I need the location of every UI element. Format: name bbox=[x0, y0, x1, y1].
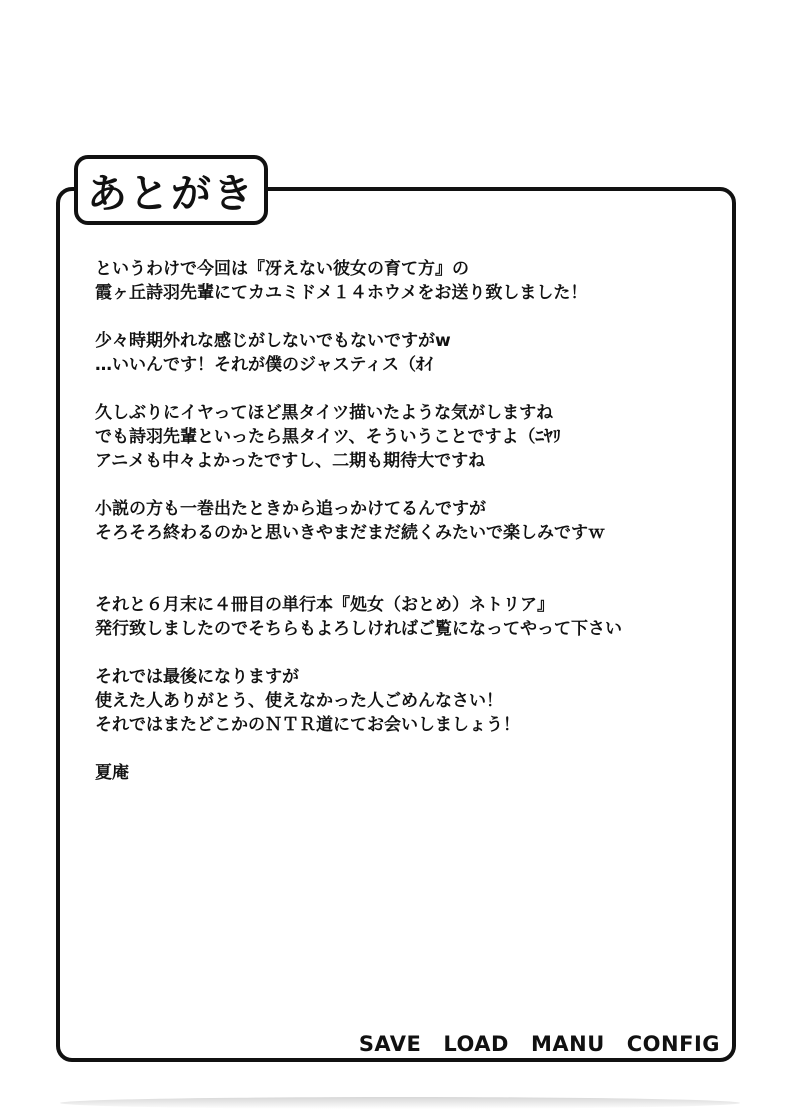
paragraph bbox=[95, 329, 715, 377]
text-line: というわけで今回は『冴えない彼女の育て方』の bbox=[95, 259, 469, 279]
paragraph bbox=[95, 257, 715, 305]
load-button[interactable]: LOAD bbox=[443, 1032, 509, 1056]
author-signature: 夏庵 bbox=[95, 763, 129, 783]
paragraph bbox=[95, 665, 715, 737]
paragraph bbox=[95, 497, 715, 545]
paragraph bbox=[95, 593, 715, 641]
text-line: それではまたどこかのＮＴＲ道にてお会いしましょう！ bbox=[95, 715, 520, 735]
text-line: …いいんです！それが僕のジャスティス（ｵｲ bbox=[95, 355, 433, 375]
text-line: 少々時期外れな感じがしないでもないですがw bbox=[95, 331, 451, 351]
page-shadow bbox=[60, 1097, 740, 1109]
text-line: でも詩羽先輩といったら黒タイツ、そういうことですよ（ﾆﾔﾘ bbox=[95, 427, 561, 447]
text-line: それでは最後になりますが bbox=[95, 667, 299, 687]
page-title: あとがき bbox=[87, 169, 255, 217]
signature-paragraph bbox=[95, 761, 715, 785]
paragraph bbox=[95, 401, 715, 473]
config-button[interactable]: CONFIG bbox=[626, 1032, 720, 1056]
text-line: アニメも中々よかったですし、二期も期待大ですね bbox=[95, 451, 486, 471]
save-button[interactable]: SAVE bbox=[358, 1032, 422, 1056]
text-line: そろそろ終わるのかと思いきやまだまだ続くみたいで楽しみですｗ bbox=[95, 523, 605, 543]
manu-button[interactable]: MANU bbox=[530, 1032, 605, 1056]
system-menu bbox=[359, 1032, 720, 1056]
text-line: 霞ヶ丘詩羽先輩にてカユミドメ１４ホウメをお送り致しました！ bbox=[95, 283, 588, 303]
text-line: 発行致しましたのでそちらもよろしければご覧になってやって下さい bbox=[95, 619, 622, 639]
text-line: 使えた人ありがとう、使えなかった人ごめんなさい！ bbox=[95, 691, 503, 711]
message-text bbox=[95, 257, 715, 809]
text-line: それと６月末に４冊目の単行本『処女（おとめ）ネトリア』 bbox=[95, 595, 554, 615]
text-line: 小説の方も一巻出たときから追っかけてるんですが bbox=[95, 499, 486, 519]
title-box bbox=[74, 155, 268, 225]
text-line: 久しぶりにイヤってほど黒タイツ描いたような気がしますね bbox=[95, 403, 554, 423]
